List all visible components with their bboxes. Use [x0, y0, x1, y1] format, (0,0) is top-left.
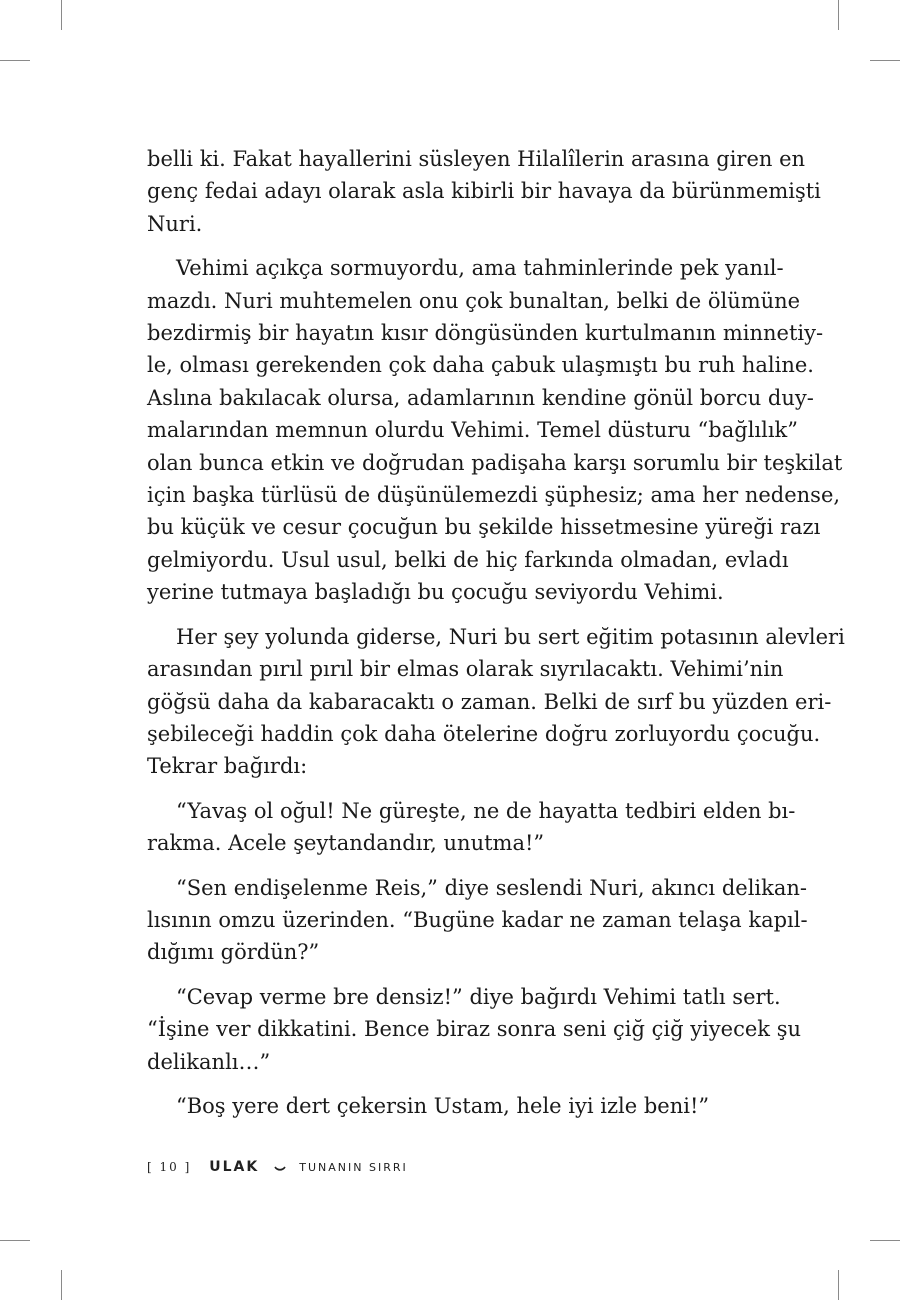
paragraph	[147, 981, 801, 1078]
text-line: gelmiyordu. Usul usul, belki de hiç farkında olmadan, evladı	[147, 547, 789, 572]
page-footer	[147, 1155, 408, 1179]
text-line: için başka türlüsü de düşünülemezdi şüphesiz; ama her nedense,	[147, 483, 841, 508]
text-line: belli ki. Fakat hayallerini süsleyen Hilalîlerin arasına giren en	[147, 147, 806, 171]
text-line: genç fedai adayı olarak asla kibirli bir havaya da bürünmemişti	[147, 179, 821, 204]
text-line: lısının omzu üzerinden. “Bugüne kadar ne zaman telaşa kapıl-	[147, 907, 808, 932]
paragraph	[147, 795, 796, 860]
book-subtitle: TUNANIN SIRRI	[299, 1160, 408, 1174]
text-line: Nuri.	[147, 211, 203, 236]
paragraph	[147, 252, 843, 608]
body-text	[147, 143, 845, 1134]
text-line: le, olması gerekenden çok daha çabuk ulaşmıştı bu ruh haline.	[147, 353, 814, 378]
text-line: mazdı. Nuri muhtemelen onu çok bunaltan, belki de ölümüne	[147, 288, 801, 313]
text-line: bezdirmiş bir hayatın kısır döngüsünden kurtulmanın minnetiy-	[147, 321, 824, 346]
crop-mark	[61, 0, 62, 30]
page-number: [ 10 ]	[147, 1160, 192, 1174]
crescent-icon	[273, 1160, 287, 1174]
text-line: “İşine ver dikkatini. Bence biraz sonra seni çiğ çiğ yiyecek şu	[147, 1017, 801, 1042]
text-line: şebileceği haddin çok daha ötelerine doğru zorluyordu çocuğu.	[147, 721, 821, 746]
text-line: dığımı gördün?”	[147, 940, 320, 965]
crop-mark	[0, 1240, 30, 1241]
text-line: delikanlı…”	[147, 1049, 271, 1074]
text-line: rakma. Acele şeytandandır, unutma!”	[147, 831, 545, 856]
text-line: Her şey yolunda giderse, Nuri bu sert eğitim potasının alevleri	[176, 624, 845, 649]
crop-mark	[0, 60, 30, 61]
text-line: “Yavaş ol oğul! Ne güreşte, ne de hayatta tedbiri elden bı-	[176, 798, 796, 823]
crop-mark	[838, 0, 839, 30]
crop-mark	[870, 1240, 900, 1241]
paragraph	[147, 143, 821, 240]
crop-mark	[838, 1270, 839, 1300]
text-line: göğsü daha da kabaracaktı o zaman. Belki de sırf bu yüzden eri-	[147, 689, 832, 714]
text-line: Aslına bakılacak olursa, adamlarının kendine gönül borcu duy-	[147, 385, 814, 410]
text-line: “Cevap verme bre densiz!” diye bağırdı Vehimi tatlı sert.	[176, 984, 781, 1009]
text-line: malarından memnun olurdu Vehimi. Temel düsturu “bağlılık”	[147, 418, 799, 443]
crop-mark	[61, 1270, 62, 1300]
text-line: arasından pırıl pırıl bir elmas olarak sıyrılacaktı. Vehimi’nin	[147, 657, 784, 682]
crop-mark	[870, 60, 900, 61]
text-line: yerine tutmaya başladığı bu çocuğu seviyordu Vehimi.	[147, 580, 724, 605]
paragraph	[147, 872, 808, 969]
text-line: “Boş yere dert çekersin Ustam, hele iyi izle beni!”	[176, 1093, 710, 1118]
text-line: olan bunca etkin ve doğrudan padişaha karşı sorumlu bir teşkilat	[147, 450, 843, 475]
paragraph	[147, 621, 845, 783]
paragraph	[147, 1090, 736, 1122]
text-line: “Sen endişelenme Reis,” diye seslendi Nuri, akıncı delikan-	[176, 875, 807, 900]
text-line: Vehimi açıkça sormuyordu, ama tahminlerinde pek yanıl-	[176, 256, 784, 281]
text-line: Tekrar bağırdı:	[147, 754, 308, 779]
series-title: ULAK	[209, 1159, 260, 1175]
text-line: bu küçük ve cesur çocuğun bu şekilde hissetmesine yüreği razı	[147, 515, 821, 540]
